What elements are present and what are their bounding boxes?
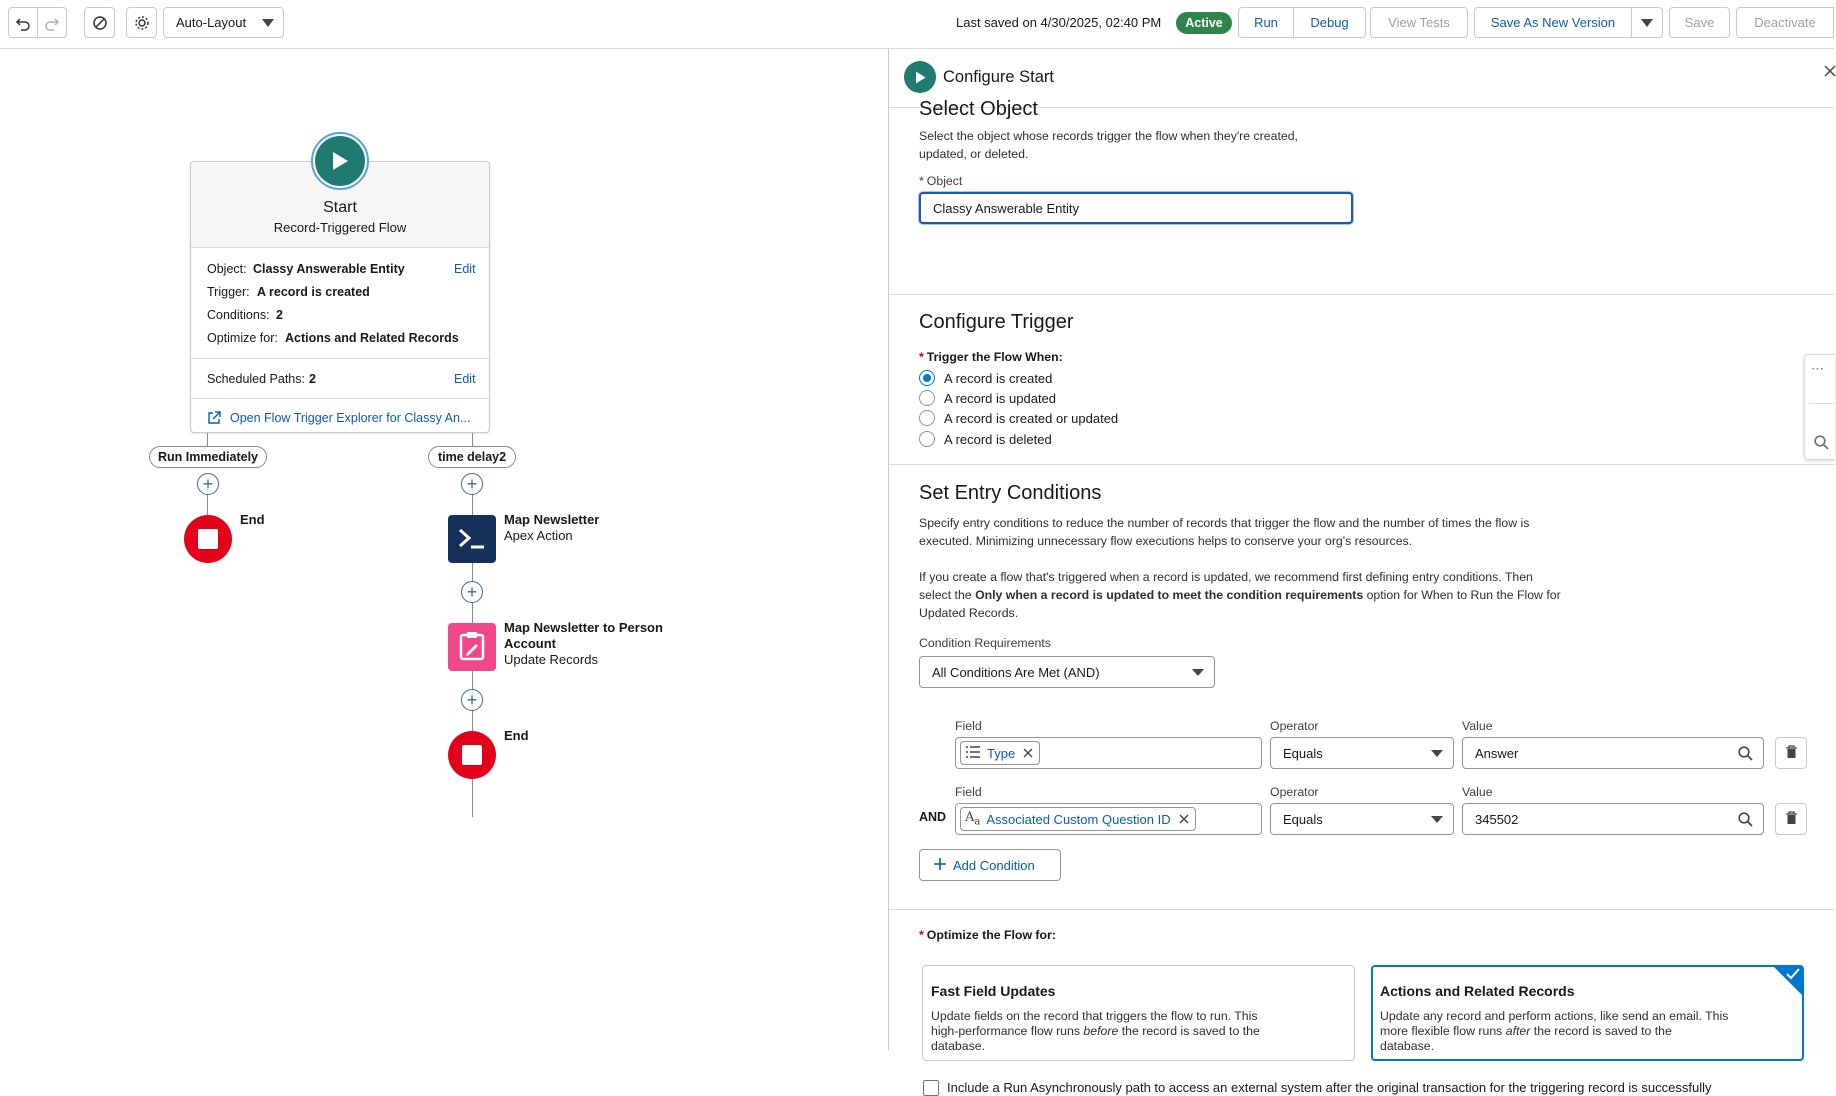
stop-icon (462, 745, 482, 765)
field-pill[interactable] (960, 807, 1196, 831)
radio-record-updated[interactable] (919, 390, 935, 406)
divider (1809, 403, 1835, 404)
optimize-label: * Optimize the Flow for: (919, 928, 1056, 942)
panel-title: Configure Start (943, 68, 1054, 86)
divider (191, 358, 489, 359)
configure-trigger-heading: Configure Trigger (919, 311, 1074, 333)
conditions-label: Conditions: (207, 308, 270, 322)
picklist-icon (965, 745, 981, 762)
object-input[interactable] (919, 192, 1353, 224)
start-node-icon[interactable] (311, 132, 369, 190)
field-label: Field (955, 785, 982, 799)
add-element-button[interactable] (461, 581, 483, 603)
option-title: Fast Field Updates (931, 983, 1056, 999)
prohibit-icon (92, 15, 108, 31)
run-async-label: Include a Run Asynchronously path to access an external system after the original transaction for the triggering record is successfully (947, 1080, 1712, 1095)
run-async-checkbox[interactable] (923, 1080, 939, 1096)
scheduled-paths-label: Scheduled Paths: (207, 372, 305, 386)
plus-icon: + (202, 474, 214, 494)
radio-record-deleted[interactable] (919, 431, 935, 447)
end-node-icon[interactable] (184, 515, 232, 563)
save-button[interactable]: Save (1669, 7, 1730, 38)
view-tests-button[interactable]: View Tests (1370, 7, 1468, 38)
option-description: Update any record and perform actions, like send an email. This (1380, 1009, 1729, 1023)
description: executed. Minimizing unnecessary flow executions helps to conserve your org's resources. (919, 534, 1413, 548)
conditions-value: 2 (276, 308, 283, 322)
option-description: database. (931, 1039, 986, 1053)
and-label: AND (919, 810, 947, 824)
check-errors-button[interactable] (84, 7, 115, 38)
section-heading: Select Object (919, 98, 1038, 120)
option-description: high-performance flow runs before the record is saved to the (931, 1024, 1260, 1038)
delete-condition-button[interactable] (1775, 737, 1807, 769)
value-input[interactable] (1462, 737, 1764, 769)
play-icon (315, 136, 365, 186)
apex-action-title: Map Newsletter (504, 512, 600, 527)
run-button[interactable]: Run (1238, 7, 1294, 38)
add-element-button[interactable] (461, 689, 483, 711)
search-icon (1738, 812, 1753, 830)
update-records-node[interactable] (448, 623, 496, 671)
add-element-button[interactable] (461, 473, 483, 495)
plus-icon: + (466, 582, 478, 602)
select-object-section (889, 98, 1835, 294)
trigger-value: A record is created (257, 285, 370, 299)
optimize-label: Optimize for: (207, 331, 278, 345)
debug-button[interactable]: Debug (1293, 7, 1366, 38)
apex-action-type: Apex Action (504, 528, 573, 543)
plus-icon (934, 858, 946, 873)
gear-icon (134, 15, 150, 31)
field-pill-label: Associated Custom Question ID (986, 811, 1171, 827)
add-element-button[interactable] (197, 473, 219, 495)
condition-requirements-value: All Conditions Are Met (AND) (932, 664, 1100, 680)
start-node-card[interactable] (190, 161, 490, 433)
value-label: Value (1462, 719, 1493, 733)
field-input[interactable] (955, 737, 1262, 769)
last-saved-text: Last saved on 4/30/2025, 02:40 PM (956, 15, 1162, 30)
check-icon (1786, 968, 1800, 983)
object-field-label: * Object (919, 174, 963, 188)
radio-label: A record is deleted (944, 432, 1052, 447)
update-records-title-line1: Map Newsletter to Person (504, 620, 663, 635)
save-as-new-version-button[interactable]: Save As New Version (1474, 7, 1632, 38)
value-input[interactable] (1462, 803, 1764, 835)
text-field-icon: $A_a$ (965, 810, 981, 828)
radio-label: A record is created (944, 371, 1053, 386)
end-node-label: End (240, 512, 265, 527)
trash-icon (1785, 811, 1798, 828)
optimize-value: Actions and Related Records (285, 331, 459, 345)
layout-select[interactable] (163, 7, 284, 38)
help-text: Select the object whose records trigger the flow when they're created, (919, 129, 1298, 143)
option-actions-and-related-records[interactable] (1371, 965, 1804, 1061)
close-icon[interactable] (1179, 812, 1189, 827)
start-title: Start (323, 199, 357, 216)
chevron-down-icon (262, 19, 274, 27)
add-condition-button[interactable] (919, 849, 1061, 881)
trigger-label: Trigger: (207, 285, 250, 299)
flow-trigger-explorer-link[interactable]: Open Flow Trigger Explorer for Classy An... (230, 411, 471, 425)
apex-action-node[interactable] (448, 515, 496, 563)
plus-icon: + (466, 690, 478, 710)
operator-value: Equals (1283, 811, 1323, 827)
redo-button[interactable] (37, 7, 67, 38)
deactivate-button[interactable]: Deactivate (1736, 7, 1834, 38)
builder-toolbar (0, 0, 1834, 49)
help-text: updated, or deleted. (919, 147, 1029, 161)
value-text: 345502 (1475, 811, 1519, 827)
add-condition-label: Add Condition (953, 857, 1035, 873)
radio-record-created[interactable] (919, 370, 935, 386)
chevron-down-icon (1192, 669, 1204, 676)
side-utility-bar (1804, 354, 1835, 460)
section-divider (889, 294, 1835, 295)
chevron-down-icon (1641, 15, 1653, 30)
update-records-title-line2: Account (504, 636, 556, 651)
trash-icon (1785, 745, 1798, 762)
section-divider (889, 464, 1835, 465)
edit-scheduled-paths-link[interactable]: Edit (454, 372, 476, 386)
value-label: Value (1462, 785, 1493, 799)
scheduled-paths-value: 2 (309, 372, 316, 386)
option-fast-field-updates[interactable] (922, 965, 1355, 1061)
save-menu-button[interactable] (1631, 7, 1663, 38)
start-subtitle: Record-Triggered Flow (273, 220, 407, 235)
undo-button[interactable] (8, 7, 38, 38)
description: Specify entry conditions to reduce the number of records that trigger the flow and the number of times the flow is (919, 516, 1530, 530)
configure-start-panel (888, 49, 1834, 1095)
settings-button[interactable] (126, 7, 157, 38)
description: If you create a flow that's triggered when a record is updated, we recommend first defining entry conditions. Then (919, 570, 1533, 584)
divider (191, 398, 489, 399)
operator-value: Equals (1283, 745, 1323, 761)
field-input[interactable] (955, 803, 1262, 835)
status-badge: Active (1176, 12, 1232, 34)
flow-canvas[interactable] (0, 49, 888, 1050)
radio-record-created-or-updated[interactable] (919, 410, 935, 426)
update-records-type: Update Records (504, 652, 598, 667)
description: Updated Records. (919, 606, 1019, 620)
radio-label: A record is updated (944, 391, 1057, 406)
trigger-when-label: * Trigger the Flow When: (919, 350, 1063, 364)
path-label-run-immediately[interactable]: Run Immediately (149, 446, 267, 468)
option-title: Actions and Related Records (1380, 983, 1575, 999)
section-divider (889, 909, 1835, 910)
radio-label: A record is created or updated (944, 411, 1119, 426)
chevron-down-icon (1431, 750, 1443, 757)
value-text: Answer (1475, 745, 1519, 761)
undo-icon (15, 15, 31, 31)
search-icon[interactable] (1814, 435, 1829, 453)
operator-label: Operator (1270, 719, 1319, 733)
field-pill-label: Type (987, 745, 1016, 761)
play-icon (904, 61, 936, 93)
operator-label: Operator (1270, 785, 1319, 799)
field-pill[interactable] (960, 741, 1040, 765)
option-description: Update fields on the record that triggers the flow to run. This (931, 1009, 1258, 1023)
external-link-icon (207, 411, 221, 428)
chevron-down-icon (1431, 816, 1443, 823)
layout-select-value: Auto-Layout (176, 15, 247, 30)
terminal-icon (457, 526, 487, 553)
close-icon[interactable] (1824, 65, 1836, 80)
delete-condition-button[interactable] (1775, 803, 1807, 835)
operator-select[interactable] (1270, 803, 1454, 835)
edit-object-link[interactable]: Edit (454, 262, 476, 276)
object-value: Classy Answerable Entity (253, 262, 405, 276)
entry-conditions-heading: Set Entry Conditions (919, 482, 1102, 504)
stop-icon (198, 529, 218, 549)
clipboard-edit-icon (459, 631, 485, 664)
operator-select[interactable] (1270, 737, 1454, 769)
condition-requirements-select[interactable] (919, 656, 1215, 688)
description: select the Only when a record is updated to meet the condition requirements option for When to Run the Flow for (919, 588, 1561, 602)
close-icon[interactable] (1023, 746, 1033, 761)
redo-icon (44, 15, 60, 31)
plus-icon: + (466, 474, 478, 494)
object-input-value: Classy Answerable Entity (933, 200, 1079, 216)
end-node-label: End (504, 728, 529, 743)
end-node-icon[interactable] (448, 731, 496, 779)
search-icon (1738, 746, 1753, 764)
option-description: more flexible flow runs after the record is saved to the (1380, 1024, 1672, 1038)
more-icon[interactable]: ⋯ (1811, 361, 1825, 376)
condition-requirements-label: Condition Requirements (919, 636, 1051, 650)
object-label: Object: (207, 262, 247, 276)
option-description: database. (1380, 1039, 1435, 1053)
path-label-time-delay[interactable]: time delay2 (428, 446, 516, 468)
field-label: Field (955, 719, 982, 733)
